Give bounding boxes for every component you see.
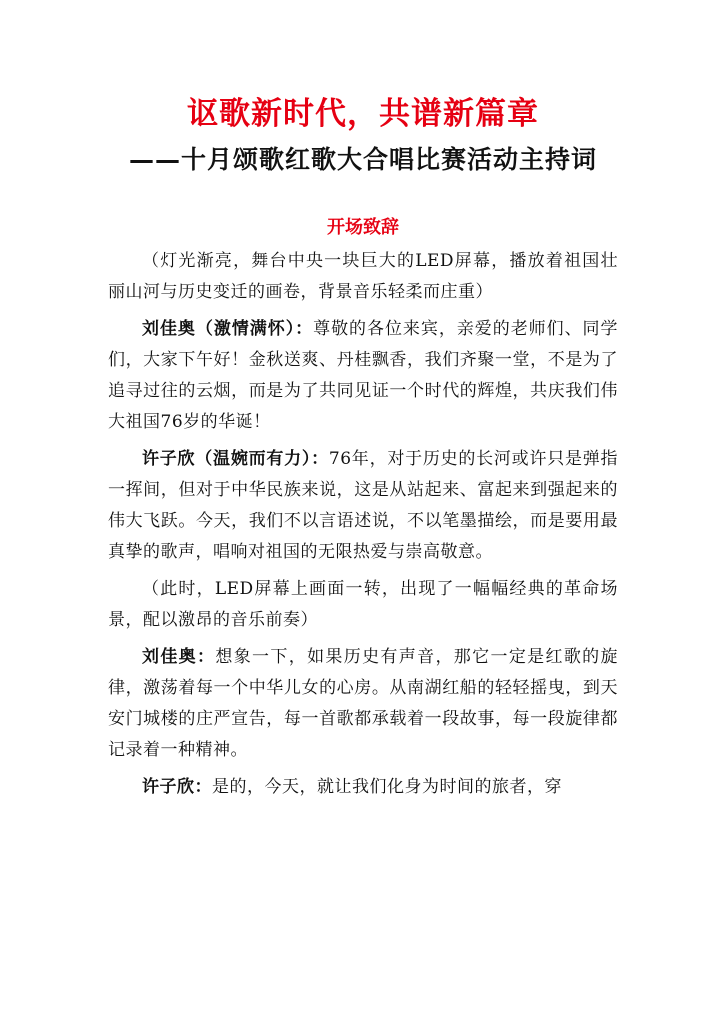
speaker-label: 许子欣（温婉而有力）： <box>142 449 329 469</box>
speaker-label: 刘佳奥： <box>142 647 216 667</box>
paragraph-stage-direction-1 <box>108 246 618 308</box>
paragraph-host-xu-2 <box>108 772 618 803</box>
paragraph-text: 76年，对于历史的长河或许只是弹指一挥间，但对于中华民族来说，这是从站起来、富起来到强起来的伟大飞跃。今天，我们不以言语述说，不以笔墨描绘，而是要用最真挚的歌声，唱响对祖国的无限热爱与崇高敬意。 <box>108 449 618 562</box>
document-page <box>108 92 618 803</box>
paragraph-host-xu-1 <box>108 444 618 568</box>
paragraph-text: （灯光渐亮，舞台中央一块巨大的LED屏幕，播放着祖国壮丽山河与历史变迁的画卷，背景音乐轻柔而庄重） <box>108 251 618 302</box>
paragraph-text: 尊敬的各位来宾，亲爱的老师们、同学们，大家下午好！金秋送爽、丹桂飘香，我们齐聚一堂，不是为了追寻过往的云烟，而是为了共同见证一个时代的辉煌，共庆我们伟大祖国76岁的华诞！ <box>108 319 619 432</box>
speaker-label: 刘佳奥（激情满怀）： <box>142 319 314 339</box>
paragraph-text: 想象一下，如果历史有声音，那它一定是红歌的旋律，激荡着每一个中华儿女的心房。从南湖红船的轻轻摇曳，到天安门城楼的庄严宣告，每一首歌都承载着一段故事，每一段旋律都记录着一种精神。 <box>108 647 619 760</box>
document-title: 讴歌新时代，共谱新篇章 <box>187 96 539 132</box>
speaker-label: 许子欣： <box>142 777 212 797</box>
document-subtitle: ——十月颂歌红歌大合唱比赛活动主持词 <box>128 145 597 174</box>
paragraph-host-liu-2 <box>108 642 618 766</box>
section-title: 开场致辞 <box>327 217 399 238</box>
paragraph-host-liu-1 <box>108 314 618 438</box>
paragraph-text: （此时，LED屏幕上画面一转，出现了一幅幅经典的革命场景，配以激昂的音乐前奏） <box>108 579 618 630</box>
paragraph-text: 是的，今天，就让我们化身为时间的旅者，穿 <box>212 777 562 797</box>
paragraph-stage-direction-2 <box>108 574 618 636</box>
